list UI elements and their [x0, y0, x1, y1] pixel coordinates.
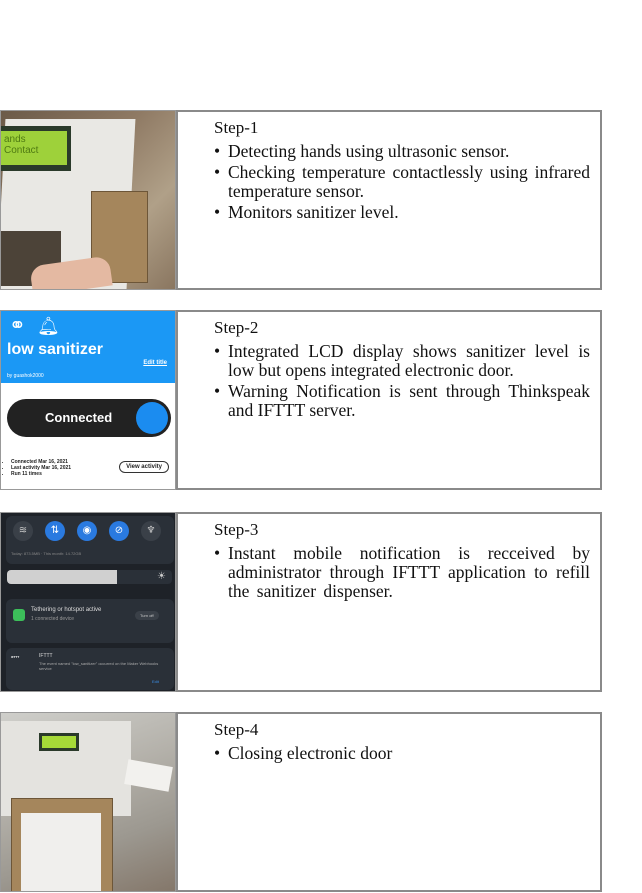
- closed-door-panel: [21, 813, 101, 892]
- brightness-icon: ☀: [157, 571, 166, 582]
- step-3-row: [0, 512, 602, 692]
- step-4-title: Step-4: [214, 720, 259, 739]
- tethering-title: Tethering or hotspot active: [31, 607, 102, 613]
- meta-last-activity: • Last activity Mar 16, 2021: [11, 465, 71, 471]
- step-1-bullet-1: • Detecting hands using ultrasonic sensor.: [214, 142, 590, 161]
- applet-author: by guashok2000: [7, 373, 44, 379]
- lcd-screen: [1, 131, 67, 165]
- applet-name: low sanitizer: [7, 341, 104, 358]
- applet-meta-list: [3, 459, 71, 477]
- step-1-bullets: [214, 142, 590, 222]
- toggle-label: Connected: [45, 410, 113, 425]
- tethering-subtitle: 1 connected device: [31, 616, 75, 622]
- tethering-icon: [13, 609, 25, 621]
- edit-title-link[interactable]: Edit title: [143, 360, 167, 366]
- step-2-bullets: [214, 342, 590, 420]
- step-3-screenshot: [0, 512, 176, 692]
- step-2-screenshot: [0, 310, 176, 490]
- step-3-text: [176, 512, 602, 692]
- step-4-row: [0, 712, 602, 892]
- step-1-row: [0, 110, 602, 290]
- step-1-photo: [0, 110, 176, 290]
- lcd-screen-4: [42, 736, 76, 748]
- bell-icon: 🔔︎: [37, 316, 60, 336]
- toggle-knob: [136, 402, 168, 434]
- data-icon[interactable]: ⇅: [45, 521, 65, 541]
- webhook-icon: ⚭: [9, 315, 26, 337]
- step-1-title: Step-1: [214, 118, 259, 137]
- step-3-title: Step-3: [214, 520, 259, 539]
- mute-icon[interactable]: ⊘: [109, 521, 129, 541]
- lcd-line-2: Contact: [4, 145, 39, 156]
- flashlight-icon[interactable]: ♆: [141, 521, 161, 541]
- meta-runs: • Run 11 times: [11, 471, 71, 477]
- step-2-row: [0, 310, 602, 490]
- notification-app: IFTTT: [39, 653, 53, 659]
- step-2-title: Step-2: [214, 318, 259, 337]
- step-4-bullet-1: • Closing electronic door: [214, 744, 590, 763]
- step-1-text: [176, 110, 602, 290]
- ifttt-logo: IFTTT: [11, 655, 20, 659]
- side-flap: [124, 759, 173, 791]
- step-3-bullets: [214, 544, 590, 601]
- step-4-bullets: [214, 744, 590, 763]
- step-2-bullet-1: • Integrated LCD display shows sanitizer level is low but opens integrated electronic door.: [214, 342, 590, 380]
- turn-off-button[interactable]: Turn off: [135, 611, 159, 620]
- view-activity-button[interactable]: View activity: [119, 461, 169, 473]
- notification-action[interactable]: Edit: [152, 679, 159, 684]
- step-1-bullet-2: • Checking temperature contactlessly using infrared temperature sensor.: [214, 163, 590, 201]
- step-2-bullet-2: • Warning Notification is sent through Thinkspeak and IFTTT server.: [214, 382, 590, 420]
- step-4-text: [176, 712, 602, 892]
- step-2-text: [176, 310, 602, 490]
- step-1-bullet-3: • Monitors sanitizer level.: [214, 203, 590, 222]
- brightness-slider[interactable]: [7, 570, 117, 584]
- hotspot-icon[interactable]: ◉: [77, 521, 97, 541]
- connected-toggle[interactable]: [7, 399, 171, 437]
- notification-body: The event named "low_sanitizer" occurred on the Maker Webhooks service: [39, 661, 159, 671]
- lcd-line-1: ands: [4, 134, 26, 145]
- step-3-bullet-1: • Instant mobile notification is recceived by administrator through IFTTT application to refill the sanitizer dispenser.: [214, 544, 590, 601]
- wifi-icon[interactable]: ≋: [13, 521, 33, 541]
- meta-connected: • Connected Mar 16, 2021: [11, 459, 71, 465]
- step-4-photo: [0, 712, 176, 892]
- data-usage: Today: 873.5MB · This month: 14.72GB: [11, 551, 82, 556]
